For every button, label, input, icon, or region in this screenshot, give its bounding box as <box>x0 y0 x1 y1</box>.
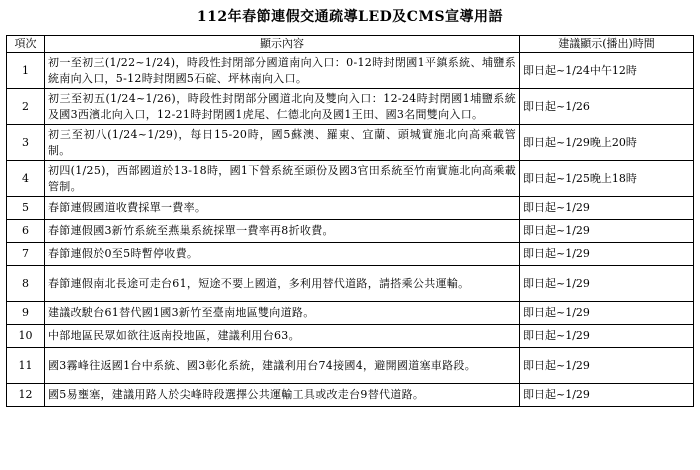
table-row <box>7 266 694 302</box>
row-period: 即日起~1/29 <box>520 197 694 220</box>
row-number: 2 <box>7 89 45 125</box>
row-content: 建議改駛台61替代國1國3新竹至臺南地區雙向道路。 <box>45 302 520 325</box>
row-content: 國5易壅塞，建議用路人於尖峰時段選擇公共運輸工具或改走台9替代道路。 <box>45 384 520 407</box>
table-row <box>7 125 694 161</box>
row-number: 7 <box>7 243 45 266</box>
row-period: 即日起~1/29 <box>520 384 694 407</box>
row-period: 即日起~1/29 <box>520 220 694 243</box>
row-number: 5 <box>7 197 45 220</box>
row-content: 國3霧峰往返國1台中系統、國3彰化系統，建議利用台74接國4，避開國道塞車路段。 <box>45 348 520 384</box>
row-content: 春節連假南北長途可走台61，短途不要上國道，多利用替代道路，請搭乘公共運輸。 <box>45 266 520 302</box>
row-content: 春節連假於0至5時暫停收費。 <box>45 243 520 266</box>
row-content: 春節連假國道收費採單一費率。 <box>45 197 520 220</box>
header-content: 顯示內容 <box>45 36 520 53</box>
row-number: 9 <box>7 302 45 325</box>
row-period: 即日起~1/29 <box>520 348 694 384</box>
table-header-row <box>7 36 694 53</box>
table-row <box>7 384 694 407</box>
row-number: 10 <box>7 325 45 348</box>
table-row <box>7 89 694 125</box>
row-period: 即日起~1/29 <box>520 325 694 348</box>
row-period: 即日起~1/25晚上18時 <box>520 161 694 197</box>
row-period: 即日起~1/29晚上20時 <box>520 125 694 161</box>
row-content: 中部地區民眾如欲往返南投地區，建議利用台63。 <box>45 325 520 348</box>
row-number: 1 <box>7 53 45 89</box>
document-title: 112年春節連假交通疏導LED及CMS宣導用語 <box>196 9 504 25</box>
table-row <box>7 325 694 348</box>
table-row <box>7 302 694 325</box>
row-period: 即日起~1/29 <box>520 302 694 325</box>
row-number: 11 <box>7 348 45 384</box>
table-row <box>7 243 694 266</box>
row-content: 初四(1/25)，西部國道於13-18時，國1下營系統至頭份及國3官田系統至竹南實施北向高乘載管制。 <box>45 161 520 197</box>
row-period: 即日起~1/29 <box>520 243 694 266</box>
table-row <box>7 53 694 89</box>
header-item: 項次 <box>7 36 45 53</box>
table-row <box>7 197 694 220</box>
row-content: 初一至初三(1/22~1/24)，時段性封閉部分國道南向入口：0-12時封閉國1平鎮系統、埔鹽系統南向入口，5-12時封閉國5石碇、坪林南向入口。 <box>45 53 520 89</box>
row-number: 3 <box>7 125 45 161</box>
row-content: 初三至初五(1/24~1/26)，時段性封閉部分國道北向及雙向入口：12-24時封閉國1埔鹽系統及國3西濱北向入口，12-21時封閉國1虎尾、仁德北向及國1王田、國3名間雙向入口。 <box>45 89 520 125</box>
row-number: 8 <box>7 266 45 302</box>
row-number: 4 <box>7 161 45 197</box>
table-row <box>7 161 694 197</box>
table-row <box>7 220 694 243</box>
row-content: 初三至初八(1/24~1/29)，每日15-20時，國5蘇澳、羅東、宜蘭、頭城實施北向高乘載管制。 <box>45 125 520 161</box>
row-number: 12 <box>7 384 45 407</box>
row-period: 即日起~1/26 <box>520 89 694 125</box>
row-period: 即日起~1/24中午12時 <box>520 53 694 89</box>
row-content: 春節連假國3新竹系統至燕巢系統採單一費率再8折收費。 <box>45 220 520 243</box>
message-table <box>6 35 694 407</box>
table-row <box>7 348 694 384</box>
row-number: 6 <box>7 220 45 243</box>
row-period: 即日起~1/29 <box>520 266 694 302</box>
header-period: 建議顯示(播出)時間 <box>520 36 694 53</box>
